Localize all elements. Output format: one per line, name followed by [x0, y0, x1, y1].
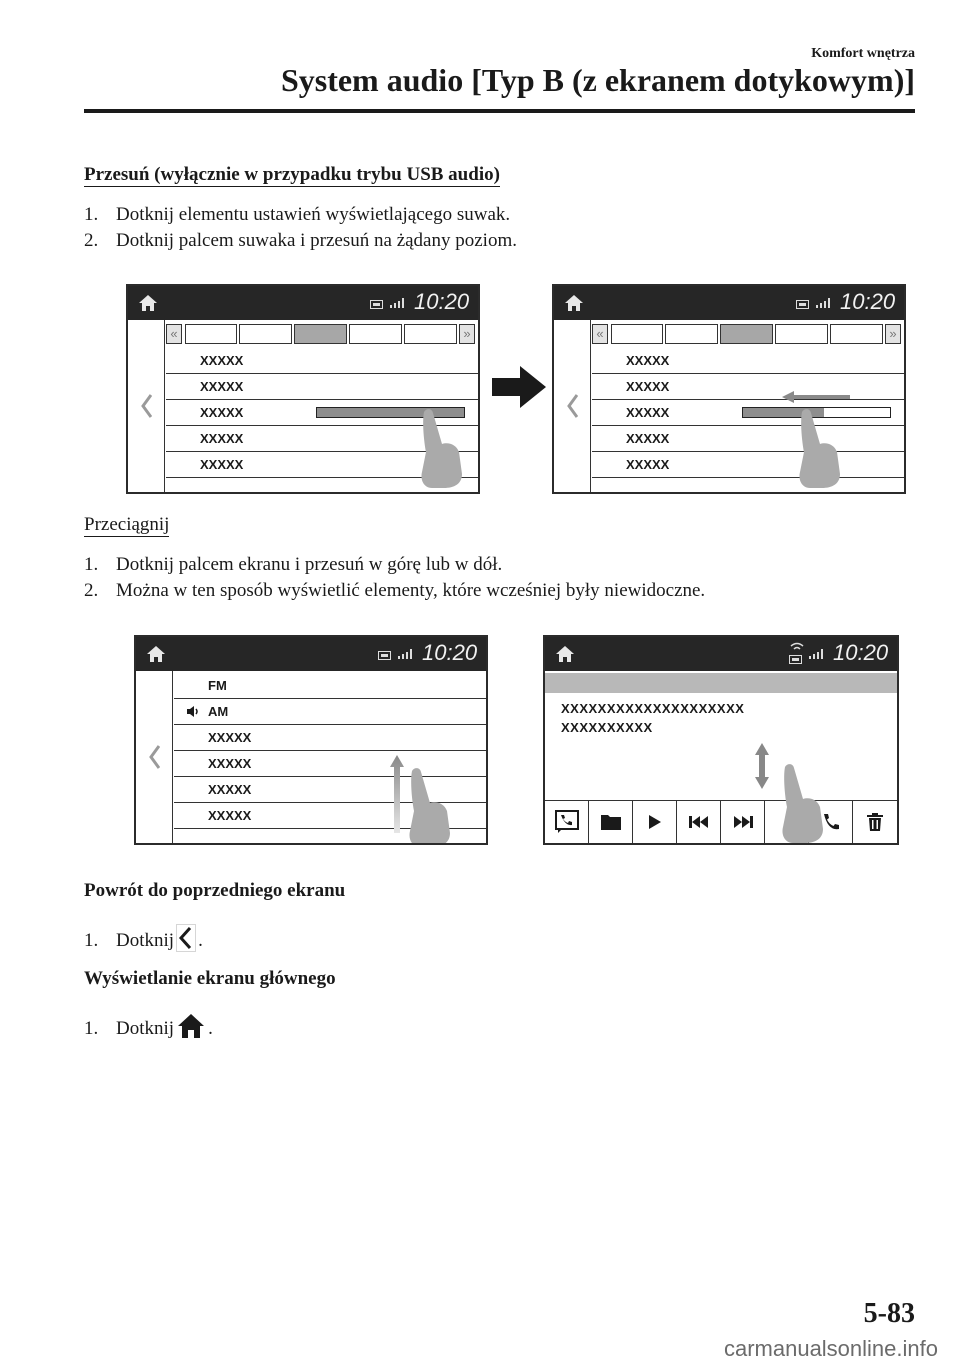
list-item-label: XXXXX — [208, 756, 252, 771]
list-item[interactable] — [592, 374, 904, 400]
list-item[interactable] — [592, 452, 904, 478]
arrow-up-down-icon — [755, 743, 769, 789]
status-bar — [545, 637, 897, 671]
home-heading: Wyświetlanie ekranu głównego — [84, 968, 336, 989]
tab-next-button[interactable]: » — [885, 324, 901, 344]
list-item-label: XXXXX — [200, 431, 244, 446]
sidebar — [554, 320, 591, 492]
back-icon[interactable] — [149, 744, 160, 770]
clock: 10:20 — [422, 640, 478, 665]
call-list-button[interactable] — [545, 801, 589, 843]
hand-pointer-icon — [404, 767, 452, 845]
tab[interactable] — [349, 324, 402, 344]
tab-prev-button[interactable]: « — [592, 324, 608, 344]
tab-selected[interactable] — [720, 324, 773, 344]
step-number: 2. — [84, 230, 99, 251]
back-chevron-icon — [176, 924, 196, 952]
next-track-icon — [733, 816, 753, 828]
step-text: Dotknij — [116, 930, 175, 951]
previous-track-button[interactable] — [677, 801, 721, 843]
sidebar — [128, 320, 165, 492]
arrow-up-icon — [390, 755, 404, 833]
step-text: Dotknij — [116, 1018, 175, 1039]
step-text: Dotknij elementu ustawień wyświetlającego suwak. — [116, 204, 511, 225]
list-item-label: XXXXX — [200, 457, 244, 472]
list-item-label: XXXXX — [626, 457, 670, 472]
home-icon[interactable] — [564, 294, 584, 312]
clock: 10:20 — [833, 640, 889, 665]
drag-heading-wrap — [84, 514, 169, 536]
list-item-label: FM — [208, 678, 227, 693]
step-end: . — [198, 930, 203, 951]
slide-heading-wrap — [84, 164, 500, 186]
list-item[interactable] — [592, 348, 904, 374]
home-icon[interactable] — [138, 294, 158, 312]
signal-icon — [390, 298, 404, 308]
tab[interactable] — [665, 324, 718, 344]
list-item[interactable] — [166, 348, 478, 374]
status-bar — [128, 286, 478, 320]
list-item[interactable] — [592, 426, 904, 452]
list-item-label: XXXXX — [200, 405, 244, 420]
home-step-1 — [84, 1012, 213, 1040]
chapter-title: System audio [Typ B (z ekranem dotykowym)] — [280, 62, 915, 98]
tab-bar — [166, 324, 478, 346]
battery-icon — [796, 300, 809, 309]
list-item[interactable] — [174, 673, 486, 699]
list-item-label: XXXXX — [200, 379, 244, 394]
track-line-1: XXXXXXXXXXXXXXXXXXXX — [561, 701, 745, 716]
list-item-label: XXXXX — [626, 405, 670, 420]
drag-heading: Przeciągnij — [84, 514, 170, 535]
list-item-label: XXXXX — [626, 353, 670, 368]
slide-step-1 — [84, 204, 510, 226]
arrow-right-icon — [490, 364, 548, 410]
play-button[interactable] — [633, 801, 677, 843]
tab[interactable] — [830, 324, 883, 344]
back-icon[interactable] — [567, 393, 578, 419]
home-icon — [176, 1012, 206, 1040]
screen-slider-before — [126, 284, 480, 494]
step-number: 1. — [84, 930, 99, 951]
list-item[interactable] — [174, 725, 486, 751]
signal-icon — [398, 649, 412, 659]
step-end: . — [208, 1018, 213, 1039]
speaker-icon — [186, 705, 200, 718]
list-item-label: AM — [208, 704, 229, 719]
tab-prev-button[interactable]: « — [166, 324, 182, 344]
hand-pointer-icon — [416, 408, 464, 490]
previous-track-icon — [689, 816, 709, 828]
tab[interactable] — [185, 324, 237, 344]
signal-icon — [816, 298, 830, 308]
step-number: 1. — [84, 1018, 99, 1039]
slide-heading: Przesuń (wyłącznie w przypadku trybu USB audio) — [84, 164, 500, 185]
home-icon[interactable] — [146, 645, 166, 663]
trash-icon — [867, 813, 883, 831]
status-bar — [554, 286, 904, 320]
step-number: 1. — [84, 554, 99, 575]
list-item[interactable] — [166, 374, 478, 400]
signal-icon — [809, 649, 823, 659]
list-item-label: XXXXX — [626, 431, 670, 446]
tab[interactable] — [775, 324, 828, 344]
screen-slider-after — [552, 284, 906, 494]
watermark: carmanualsonline.info — [723, 1336, 938, 1361]
step-text: Dotknij palcem suwaka i przesuń na żądany poziom. — [116, 230, 517, 251]
page-number: 5-83 — [863, 1298, 915, 1329]
drag-step-2 — [84, 580, 705, 602]
back-heading: Powrót do poprzedniego ekranu — [84, 880, 346, 901]
battery-icon — [370, 300, 383, 309]
clock: 10:20 — [414, 289, 470, 314]
play-icon — [648, 814, 662, 830]
list-item-label: XXXXX — [208, 730, 252, 745]
list-item-label: XXXXX — [626, 379, 670, 394]
info-bar — [545, 673, 897, 693]
list-item-label: XXXXX — [208, 808, 252, 823]
step-text: Można w ten sposób wyświetlić elementy, które wcześniej były niewidoczne. — [116, 580, 706, 601]
hand-pointer-icon — [777, 763, 825, 845]
screen-playback-drag — [543, 635, 899, 845]
call-list-icon — [555, 810, 579, 834]
list-item[interactable] — [174, 699, 486, 725]
folder-icon — [600, 813, 622, 831]
slide-step-2 — [84, 230, 517, 252]
step-text: Dotknij palcem ekranu i przesuń w górę lub w dół. — [116, 554, 503, 575]
section-label: Komfort wnętrza — [811, 46, 915, 61]
status-bar — [136, 637, 486, 671]
control-bar — [545, 800, 897, 843]
clock: 10:20 — [840, 289, 896, 314]
list-item-label: XXXXX — [200, 353, 244, 368]
home-icon[interactable] — [555, 645, 575, 663]
list-item[interactable] — [592, 400, 904, 426]
back-icon[interactable] — [141, 393, 152, 419]
tab[interactable] — [404, 324, 457, 344]
tab-bar — [592, 324, 904, 346]
list-item-label: XXXXX — [208, 782, 252, 797]
arrow-left-icon — [780, 390, 852, 404]
delete-button[interactable] — [853, 801, 897, 843]
hand-pointer-icon — [794, 408, 842, 490]
battery-icon — [378, 651, 391, 660]
folder-button[interactable] — [589, 801, 633, 843]
step-number: 1. — [84, 204, 99, 225]
tab-selected[interactable] — [294, 324, 347, 344]
back-step-1 — [84, 924, 203, 952]
screen-list-drag — [134, 635, 488, 845]
drag-step-1 — [84, 554, 502, 576]
step-number: 2. — [84, 580, 99, 601]
battery-icon — [789, 655, 802, 664]
tab[interactable] — [611, 324, 663, 344]
tab[interactable] — [239, 324, 292, 344]
sidebar — [136, 671, 173, 843]
track-line-2: XXXXXXXXXX — [561, 720, 653, 735]
wifi-icon — [789, 641, 805, 653]
header-rule — [84, 109, 915, 113]
next-track-button[interactable] — [721, 801, 765, 843]
tab-next-button[interactable]: » — [459, 324, 475, 344]
